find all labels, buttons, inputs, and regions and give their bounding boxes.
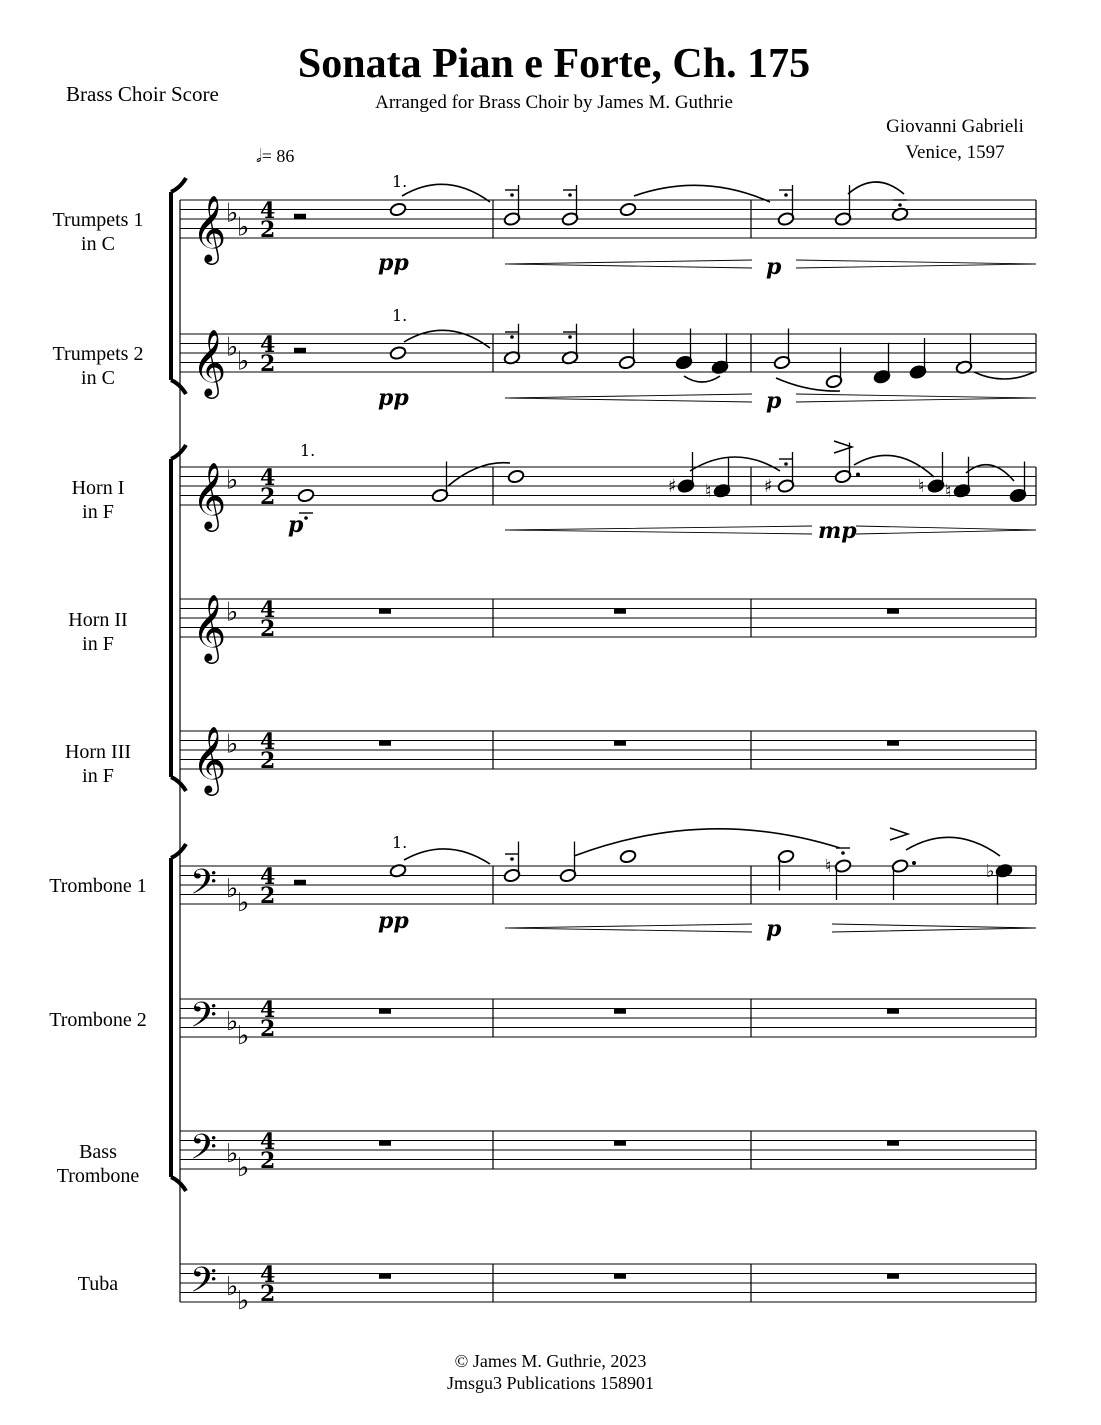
- slur: [848, 182, 904, 194]
- staccato-dot: [898, 203, 902, 207]
- instrument-key: Trombone: [56, 1165, 140, 1187]
- bass-clef-icon: 𝄢: [190, 1259, 218, 1309]
- flat-sign-icon: ♭: [237, 212, 250, 243]
- instrument-name: Trombone 1: [49, 875, 147, 897]
- flat-sign-icon: ♭: [226, 1138, 239, 1169]
- whole-rest: [379, 1274, 391, 1279]
- time-signature-top: 4: [260, 465, 276, 491]
- part-number-label: 1.: [300, 441, 316, 460]
- instrument-key: in C: [81, 367, 115, 389]
- time-signature-bottom: 2: [260, 351, 276, 377]
- whole-rest: [614, 609, 626, 614]
- slur: [404, 330, 490, 348]
- time-signature-top: 4: [260, 729, 276, 755]
- whole-rest: [379, 1141, 391, 1146]
- natural-sign-icon: ♮: [825, 856, 832, 877]
- time-signature-bottom: 2: [260, 484, 276, 510]
- part-number-label: 1.: [392, 172, 408, 191]
- augmentation-dot: [856, 473, 860, 477]
- bass-clef-icon: 𝄢: [190, 994, 218, 1044]
- decrescendo-hairpin: [856, 526, 1036, 534]
- flat-sign-icon: ♭: [226, 873, 239, 904]
- dynamic-p: p: [766, 388, 782, 414]
- treble-clef-icon: 𝄞: [192, 725, 227, 793]
- whole-rest: [614, 1141, 626, 1146]
- time-signature-top: 4: [260, 597, 276, 623]
- bass-clef-icon: 𝄢: [190, 1126, 218, 1176]
- decrescendo-hairpin: [832, 924, 1036, 932]
- flat-sign-icon: ♭: [237, 888, 250, 918]
- time-signature-top: 4: [260, 198, 276, 224]
- page-title: Sonata Pian e Forte, Ch. 175: [297, 41, 811, 87]
- instrument-label-trombone-1: [18, 874, 178, 898]
- staccato-dot: [568, 335, 572, 339]
- bass-clef-icon: 𝄢: [190, 861, 218, 911]
- sharp-sign-icon: ♯: [764, 476, 773, 497]
- flat-sign-icon: ♭: [237, 1286, 250, 1316]
- slur: [404, 849, 490, 864]
- accent-mark: [890, 828, 908, 840]
- note-head: [507, 469, 525, 484]
- time-signature-bottom: 2: [260, 748, 276, 774]
- flat-sign-icon: ♭: [226, 1006, 239, 1037]
- time-signature-top: 4: [260, 332, 276, 358]
- natural-sign-icon: ♮: [945, 480, 952, 502]
- time-signature-top: 4: [260, 864, 276, 890]
- half-note-icon: 𝅗𝅥: [256, 146, 262, 167]
- instrument-name: Bass: [79, 1141, 117, 1163]
- instrument-key: in F: [82, 501, 114, 523]
- slur: [906, 837, 1000, 856]
- decrescendo-hairpin: [796, 260, 1036, 268]
- treble-clef-icon: 𝄞: [192, 593, 227, 661]
- staccato-dot: [510, 193, 514, 197]
- instrument-name: Trombone 2: [49, 1009, 147, 1031]
- tempo-value: = 86: [261, 146, 295, 166]
- instrument-key: in F: [82, 765, 114, 787]
- whole-rest: [887, 1009, 899, 1014]
- time-signature-bottom: 2: [260, 217, 276, 243]
- slur: [974, 372, 1034, 379]
- composition-place-date: Venice, 1597: [905, 142, 1005, 163]
- staccato-dot: [841, 851, 845, 855]
- note-head: [619, 849, 637, 864]
- treble-clef-icon: 𝄞: [192, 194, 227, 262]
- treble-clef-icon: 𝄞: [192, 461, 227, 529]
- instrument-label-tuba: [18, 1272, 178, 1296]
- staccato-dot: [784, 462, 788, 466]
- flat-sign-icon: ♭: [226, 729, 239, 760]
- sharp-sign-icon: ♯: [668, 476, 677, 497]
- time-signature-bottom: 2: [260, 1148, 276, 1174]
- dynamic-p: p: [766, 254, 782, 280]
- slur: [448, 463, 510, 486]
- time-signature-top: 4: [260, 1262, 276, 1288]
- publisher-notice: Jmsgu3 Publications 158901: [446, 1373, 654, 1393]
- decrescendo-hairpin: [796, 394, 1036, 402]
- flat-sign-icon: ♭: [226, 465, 239, 496]
- instrument-label-horn-2: [18, 608, 178, 656]
- dynamic-pp: pp: [378, 385, 409, 411]
- whole-rest: [614, 1009, 626, 1014]
- crescendo-hairpin: [505, 526, 812, 534]
- dynamic-pp: pp: [378, 250, 409, 276]
- natural-sign-icon: ♮: [918, 476, 925, 497]
- flat-sign-icon: ♭: [237, 1021, 250, 1051]
- time-signature-top: 4: [260, 1129, 276, 1155]
- note-head: [619, 202, 637, 217]
- slur: [854, 455, 934, 477]
- instrument-label-horn-1: [18, 476, 178, 524]
- time-signature-bottom: 2: [260, 1281, 276, 1307]
- augmentation-dot: [912, 861, 916, 865]
- natural-sign-icon: ♮: [705, 480, 712, 502]
- part-number-label: 1.: [392, 833, 408, 852]
- flat-sign-icon: ♭: [226, 332, 239, 363]
- note-head: [297, 488, 315, 503]
- half-rest: [294, 880, 306, 885]
- time-signature-top: 4: [260, 997, 276, 1023]
- instrument-name: Horn I: [71, 477, 125, 499]
- instrument-name: Trumpets 2: [52, 343, 144, 365]
- arranger-credit: Arranged for Brass Choir by James M. Guthrie: [375, 92, 733, 113]
- staccato-dot: [510, 335, 514, 339]
- flat-sign-icon: ♭: [237, 346, 250, 377]
- tempo-marking: [256, 146, 294, 167]
- instrument-name: Horn III: [64, 741, 132, 763]
- slur: [684, 376, 720, 382]
- staccato-dot: [568, 193, 572, 197]
- whole-rest: [614, 741, 626, 746]
- crescendo-hairpin: [505, 260, 752, 268]
- crescendo-hairpin: [505, 394, 752, 402]
- note-head: [389, 202, 407, 217]
- time-signature-bottom: 2: [260, 883, 276, 909]
- staccato-dot: [784, 193, 788, 197]
- flat-sign-icon: ♭: [986, 860, 995, 882]
- time-signature-bottom: 2: [260, 1016, 276, 1042]
- slur: [574, 829, 840, 856]
- instrument-label-horn-3: [18, 740, 178, 788]
- dynamic-pp: pp: [378, 908, 409, 934]
- flat-sign-icon: ♭: [226, 198, 239, 229]
- instrument-label-bass-trombone: [18, 1140, 178, 1188]
- dynamic-mp: mp: [818, 518, 857, 544]
- whole-rest: [614, 1274, 626, 1279]
- whole-rest: [379, 609, 391, 614]
- flat-sign-icon: ♭: [237, 1153, 250, 1183]
- dynamic-p: p: [288, 512, 304, 538]
- staccato-dot: [510, 857, 514, 861]
- whole-rest: [887, 1274, 899, 1279]
- flat-sign-icon: ♭: [226, 1271, 239, 1302]
- dynamic-p: p: [766, 916, 782, 942]
- flat-sign-icon: ♭: [226, 597, 239, 628]
- instrument-label-trumpet-1: [18, 208, 178, 256]
- instrument-name: Tuba: [77, 1273, 119, 1295]
- whole-rest: [887, 1141, 899, 1146]
- composer-name: Giovanni Gabrieli: [886, 116, 1024, 137]
- part-number-label: 1.: [392, 306, 408, 325]
- whole-rest: [887, 609, 899, 614]
- instrument-key: in C: [81, 233, 115, 255]
- time-signature-bottom: 2: [260, 616, 276, 642]
- crescendo-hairpin: [505, 924, 752, 932]
- whole-rest: [379, 741, 391, 746]
- instrument-name: Trumpets 1: [52, 209, 144, 231]
- copyright-notice: © James M. Guthrie, 2023: [454, 1351, 647, 1371]
- whole-rest: [379, 1009, 391, 1014]
- whole-rest: [887, 741, 899, 746]
- slur: [690, 457, 780, 471]
- half-rest: [294, 348, 306, 353]
- score-type-label: Brass Choir Score: [66, 82, 219, 106]
- slur: [402, 184, 490, 202]
- note-head: [389, 346, 407, 361]
- instrument-label-trombone-2: [18, 1008, 178, 1032]
- staccato-dot: [304, 516, 308, 520]
- instrument-name: Horn II: [68, 609, 128, 631]
- treble-clef-icon: 𝄞: [192, 328, 227, 396]
- instrument-key: in F: [82, 633, 114, 655]
- instrument-label-trumpet-2: [18, 342, 178, 390]
- half-rest: [294, 214, 306, 219]
